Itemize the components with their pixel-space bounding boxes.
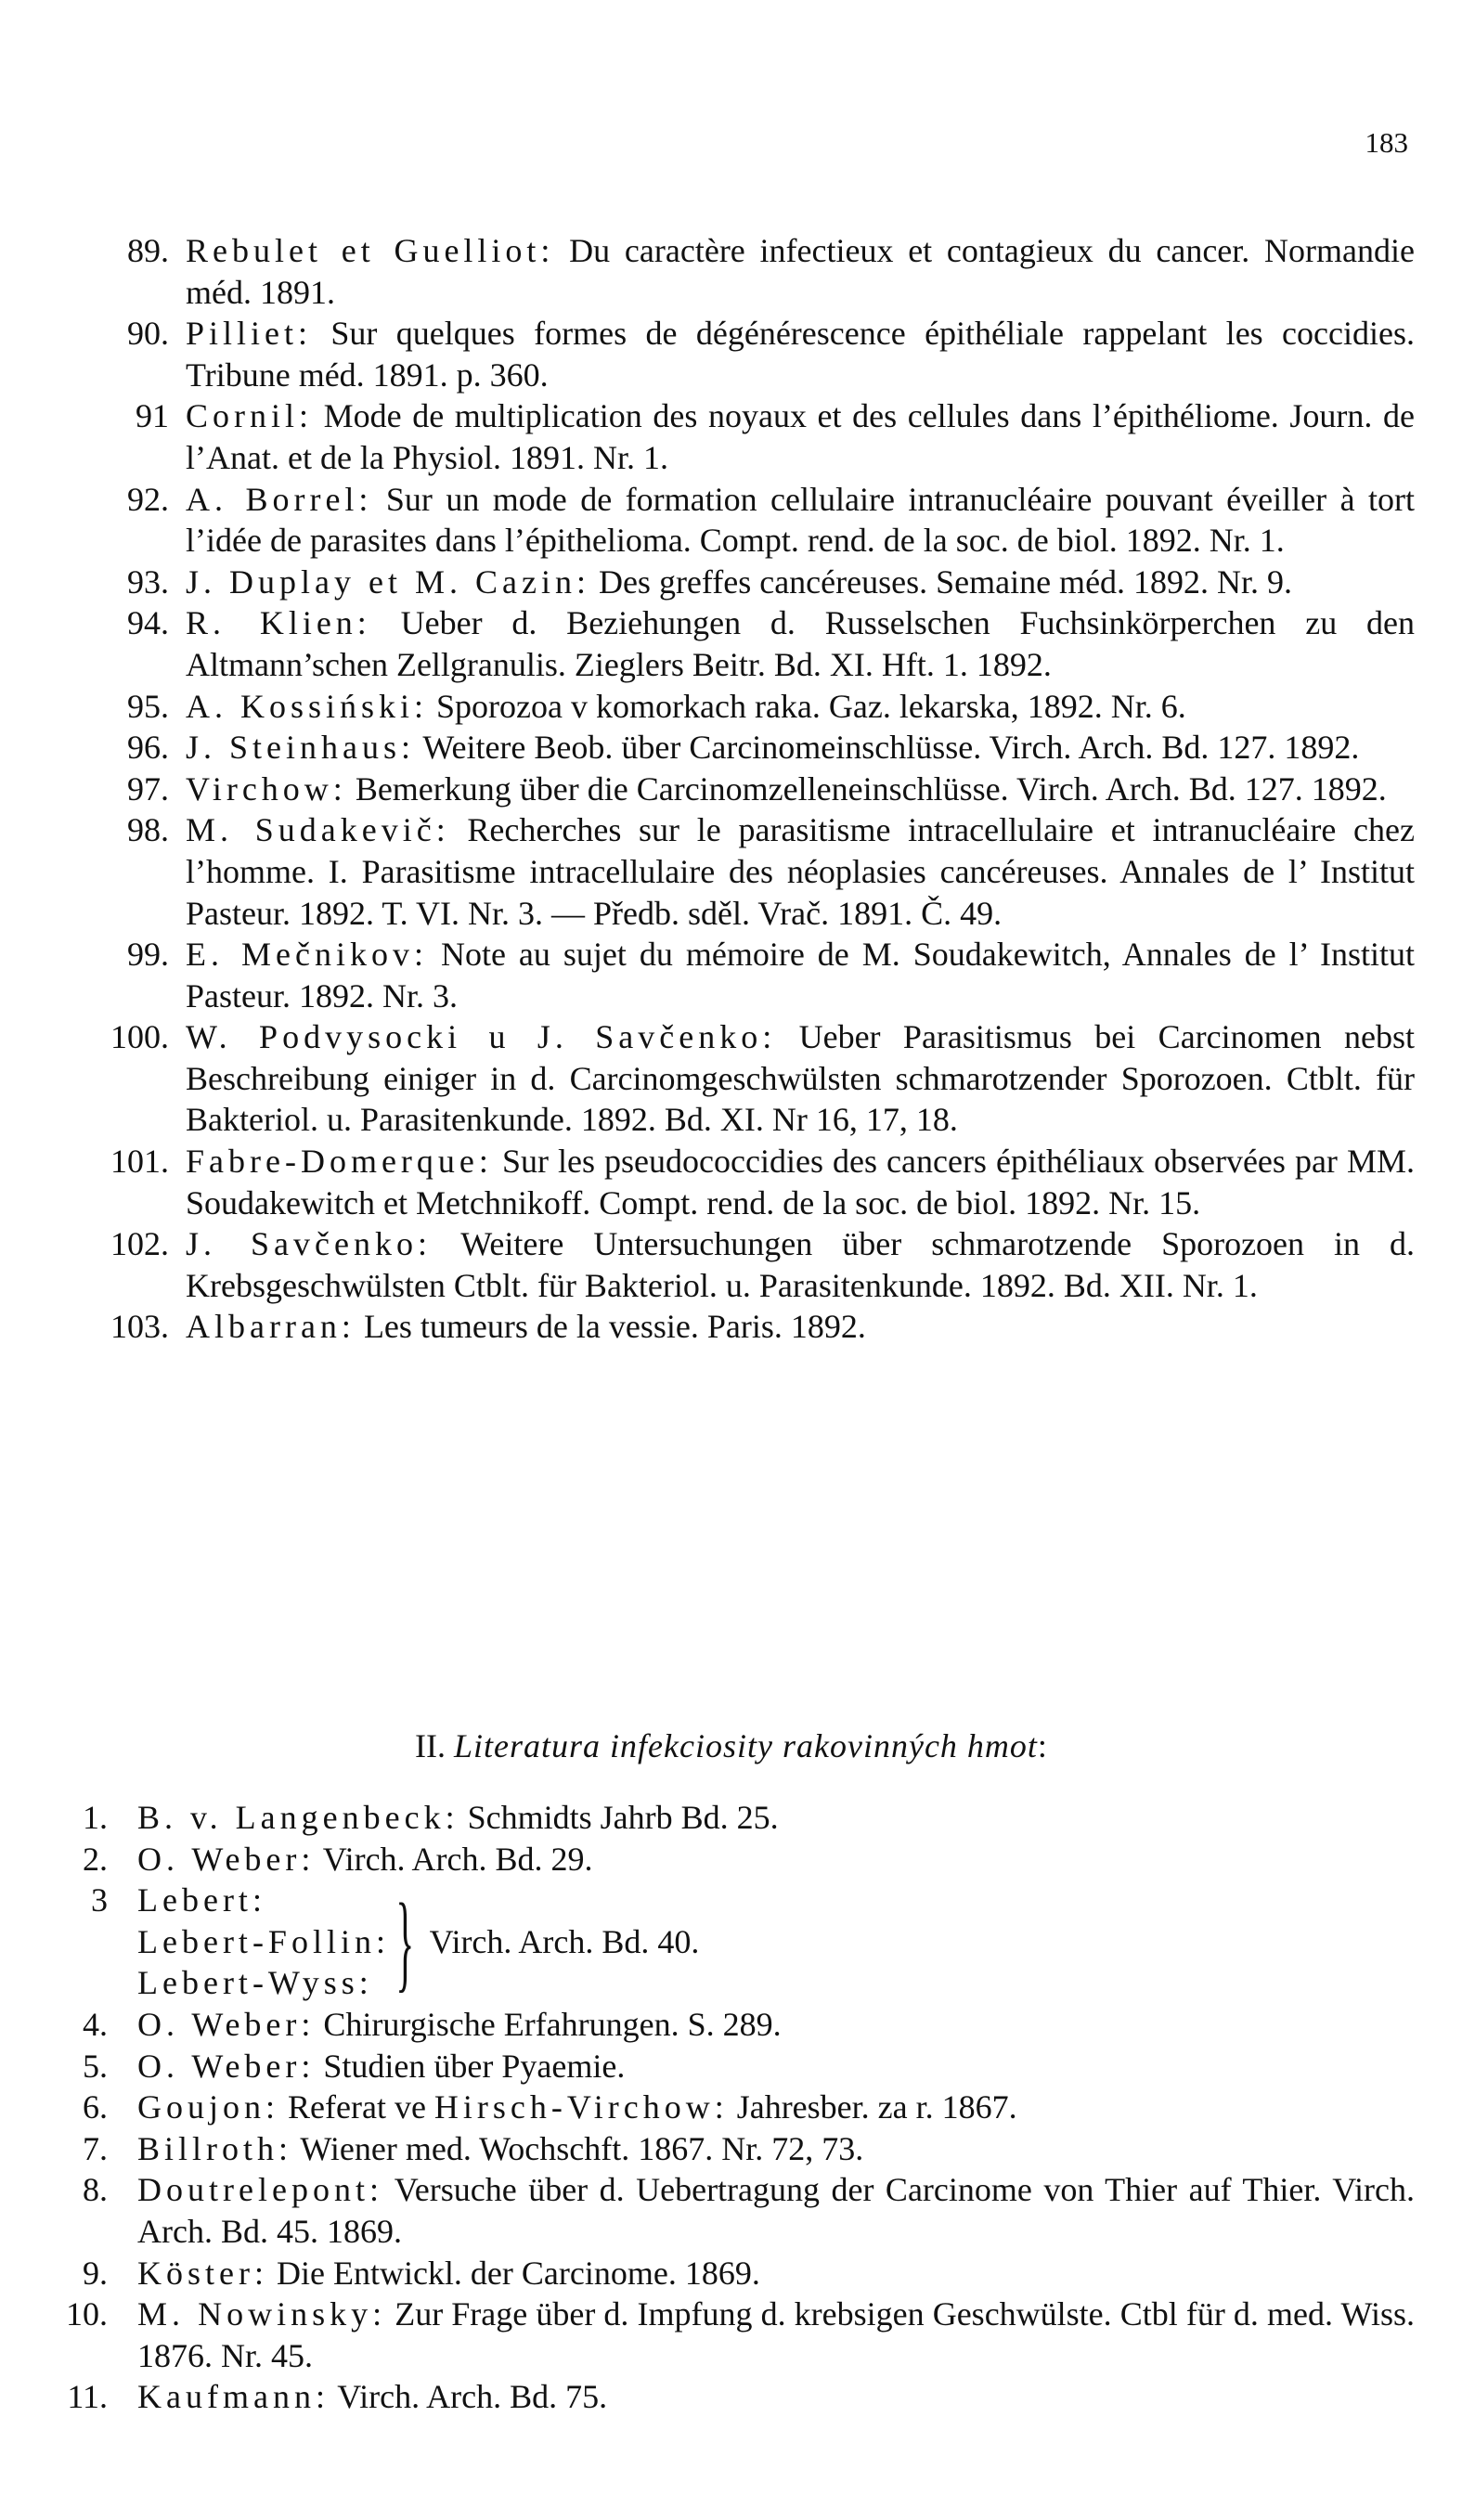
reference-text: Sporozoa v komorkach raka. Gaz. lekarska, 1892. Nr. 6. xyxy=(428,687,1186,725)
reference-item xyxy=(52,686,1415,728)
reference-item xyxy=(52,2294,1415,2376)
reference-item xyxy=(52,2004,1415,2046)
reference-number: 94. xyxy=(127,604,169,642)
reference-item xyxy=(52,1797,1415,1839)
reference-number: 92. xyxy=(127,480,169,518)
reference-author: Hirsch-Virchow: xyxy=(433,2088,729,2126)
reference-item xyxy=(52,1016,1415,1141)
reference-item xyxy=(52,934,1415,1016)
reference-item xyxy=(52,727,1415,769)
reference-text: Virch. Arch. Bd. 40. xyxy=(429,1922,700,1960)
reference-author: Kaufmann: xyxy=(137,2378,330,2416)
reference-author: A. Borrel: xyxy=(186,480,373,518)
reference-text: Sur les pseudococcidies des cancers épithéliaux observées par MM. Soudakewitch et Metchnikoff. Compt. rend. de la soc. de biol. 1892. Nr. 15. xyxy=(186,1143,1415,1221)
reference-item xyxy=(52,2087,1415,2128)
reference-item xyxy=(52,395,1415,478)
reference-author: O. Weber: xyxy=(137,1840,316,1878)
reference-item xyxy=(52,1141,1415,1223)
reference-item xyxy=(52,313,1415,395)
reference-text: Des greffes cancéreuses. Semaine méd. 1892. Nr. 9. xyxy=(589,562,1293,601)
author-group-names xyxy=(137,1880,390,2004)
reference-author: Albarran: xyxy=(186,1308,356,1346)
reference-text: Recherches sur le parasitisme intracellulaire et intranucléaire chez l’homme. I. Parasitisme intracellulaire des néoplasies cancéreuses. Annales de l’ Institut Pasteur. 1892. T. VI. Nr. 3. — Předb. sděl. Vrač. 1891. Č. 49. xyxy=(186,811,1415,932)
reference-author: J. Savčenko: xyxy=(186,1225,432,1263)
reference-number: 99. xyxy=(127,936,169,974)
reference-number: 5. xyxy=(83,2047,108,2085)
reference-author: W. Podvysocki u J. Savčenko: xyxy=(186,1018,777,1056)
reference-author: B. v. Langenbeck: xyxy=(137,1799,459,1836)
section-title: Literatura infekciosity rakovinných hmot xyxy=(454,1727,1038,1764)
reference-author: M. Sudakevič: xyxy=(186,811,450,849)
reference-number: 10. xyxy=(66,2295,108,2333)
reference-author: Virchow: xyxy=(186,769,347,808)
reference-text: Jahresber. za r. 1867. xyxy=(728,2088,1017,2126)
reference-author: Köster: xyxy=(137,2254,268,2292)
reference-item xyxy=(52,2046,1415,2087)
reference-text: Die Entwickl. der Carcinome. 1869. xyxy=(267,2254,760,2292)
reference-number: 97. xyxy=(127,769,169,808)
reference-number: 1. xyxy=(83,1799,108,1836)
section-numeral: II. xyxy=(415,1727,446,1764)
reference-author: M. Nowinsky: xyxy=(137,2295,387,2333)
reference-author: E. Mečnikov: xyxy=(186,936,428,974)
reference-text: Zur Frage über d. Impfung d. krebsigen Geschwülste. Ctbl für d. med. Wiss. 1876. Nr. 45. xyxy=(137,2295,1415,2374)
reference-text: Mode de multiplication des noyaux et des cellules dans l’épithéliome. Journ. de l’Anat. et de la Physiol. 1891. Nr. 1. xyxy=(186,397,1415,476)
reference-number: 7. xyxy=(83,2129,108,2167)
reference-number: 91 xyxy=(136,397,169,435)
reference-text: Versuche über d. Uebertragung der Carcinome von Thier auf Thier. Virch. Arch. Bd. 45. 1869. xyxy=(137,2171,1415,2250)
reference-number: 2. xyxy=(83,1840,108,1878)
reference-number: 102. xyxy=(110,1225,169,1263)
reference-text: Virch. Arch. Bd. 29. xyxy=(315,1840,593,1878)
reference-text: Schmidts Jahrb Bd. 25. xyxy=(459,1799,779,1836)
reference-text: Weitere Untersuchungen über schmarotzende Sporozoen in d. Krebsgeschwülsten Ctblt. für Bakteriol. u. Parasitenkunde. 1892. Bd. XII. Nr. 1. xyxy=(186,1225,1416,1304)
reference-number: 6. xyxy=(83,2088,108,2126)
reference-item xyxy=(52,2169,1415,2252)
page-number: 183 xyxy=(1365,126,1408,159)
reference-author: Rebulet et Guelliot: xyxy=(186,232,555,269)
reference-author: J. Duplay et M. Cazin: xyxy=(186,562,590,601)
reference-number: 4. xyxy=(83,2005,108,2043)
reference-author: O. Weber: xyxy=(137,2047,316,2085)
reference-number: 3 xyxy=(91,1881,108,1919)
reference-text: Les tumeurs de la vessie. Paris. 1892. xyxy=(355,1308,866,1346)
reference-text: Ueber d. Beziehungen d. Russelschen Fuchsinkörperchen zu den Altmann’schen Zellgranulis. Zieglers Beitr. Bd. XI. Hft. 1. 1892. xyxy=(186,604,1416,683)
reference-author: R. Klien: xyxy=(186,604,371,642)
reference-list-main xyxy=(52,230,1415,1348)
reference-item xyxy=(52,2376,1415,2418)
right-brace-icon: } xyxy=(395,1880,415,2003)
reference-number: 101. xyxy=(110,1143,169,1181)
reference-text: Referat ve xyxy=(279,2088,434,2126)
reference-author: Goujon: xyxy=(137,2088,280,2126)
author-group xyxy=(137,1880,1415,2004)
reference-text: Note au sujet du mémoire de M. Soudakewitch, Annales de l’ Institut Pasteur. 1892. Nr. 3. xyxy=(186,936,1415,1014)
reference-author: Cornil: xyxy=(186,397,314,435)
reference-author: Lebert-Follin: xyxy=(137,1922,390,1960)
reference-item xyxy=(52,1223,1415,1306)
reference-item-group xyxy=(52,1880,1415,2004)
reference-text: Chirurgische Erfahrungen. S. 289. xyxy=(315,2005,782,2043)
reference-item xyxy=(52,2128,1415,2170)
reference-text: Wiener med. Wochschft. 1867. Nr. 72, 73. xyxy=(292,2129,864,2167)
reference-author: Fabre-Domerque: xyxy=(186,1143,493,1181)
reference-item xyxy=(52,1839,1415,1880)
reference-number: 9. xyxy=(83,2254,108,2292)
reference-author: O. Weber: xyxy=(137,2005,316,2043)
reference-list-secondary xyxy=(52,1797,1415,2418)
reference-number: 95. xyxy=(127,687,169,725)
reference-author: J. Steinhaus: xyxy=(186,729,416,767)
reference-number: 98. xyxy=(127,811,169,849)
reference-text: Bemerkung über die Carcinomzelleneinschlüsse. Virch. Arch. Bd. 127. 1892. xyxy=(346,769,1387,808)
reference-item xyxy=(52,2253,1415,2294)
reference-author: A. Kossiński: xyxy=(186,687,429,725)
section-heading xyxy=(0,1726,1462,1765)
reference-number: 96. xyxy=(127,729,169,767)
reference-item xyxy=(52,769,1415,810)
reference-item xyxy=(52,1306,1415,1348)
reference-author: Lebert: xyxy=(137,1881,266,1919)
reference-author: Lebert-Wyss: xyxy=(137,1964,373,2002)
reference-number: 90. xyxy=(127,315,169,353)
reference-text: Virch. Arch. Bd. 75. xyxy=(329,2378,608,2416)
reference-number: 103. xyxy=(110,1308,169,1346)
reference-text: Studien über Pyaemie. xyxy=(315,2047,626,2085)
reference-text: Sur quelques formes de dégénérescence épithéliale rappelant les coccidies. Tribune méd. 1891. p. 360. xyxy=(186,315,1415,394)
reference-number: 8. xyxy=(83,2171,108,2209)
reference-item xyxy=(52,562,1415,603)
section-colon: : xyxy=(1037,1727,1047,1764)
reference-author: Billroth: xyxy=(137,2129,293,2167)
reference-number: 11. xyxy=(67,2378,108,2416)
reference-item xyxy=(52,479,1415,562)
reference-text: Weitere Beob. über Carcinomeinschlüsse. Virch. Arch. Bd. 127. 1892. xyxy=(415,729,1360,767)
reference-number: 100. xyxy=(110,1018,169,1056)
reference-author: Doutrelepont: xyxy=(137,2171,383,2209)
reference-item xyxy=(52,809,1415,934)
reference-item xyxy=(52,602,1415,685)
reference-item xyxy=(52,230,1415,313)
reference-text: Du caractère infectieux et contagieux du cancer. Normandie méd. 1891. xyxy=(186,232,1415,311)
reference-text: Ueber Parasitismus bei Carcinomen nebst Beschreibung einiger in d. Carcinomgeschwülsten schmarotzender Sporozoen. Ctblt. für Bakteriol. u. Parasitenkunde. 1892. Bd. XI. Nr 16, 17, 18. xyxy=(186,1018,1415,1139)
reference-number: 93. xyxy=(127,562,169,601)
reference-text: Sur un mode de formation cellulaire intranucléaire pouvant éveiller à tort l’idée de parasites dans l’épithelioma. Compt. rend. de la soc. de biol. 1892. Nr. 1. xyxy=(186,480,1415,560)
reference-author: Pilliet: xyxy=(186,315,313,353)
reference-number: 89. xyxy=(127,232,169,269)
